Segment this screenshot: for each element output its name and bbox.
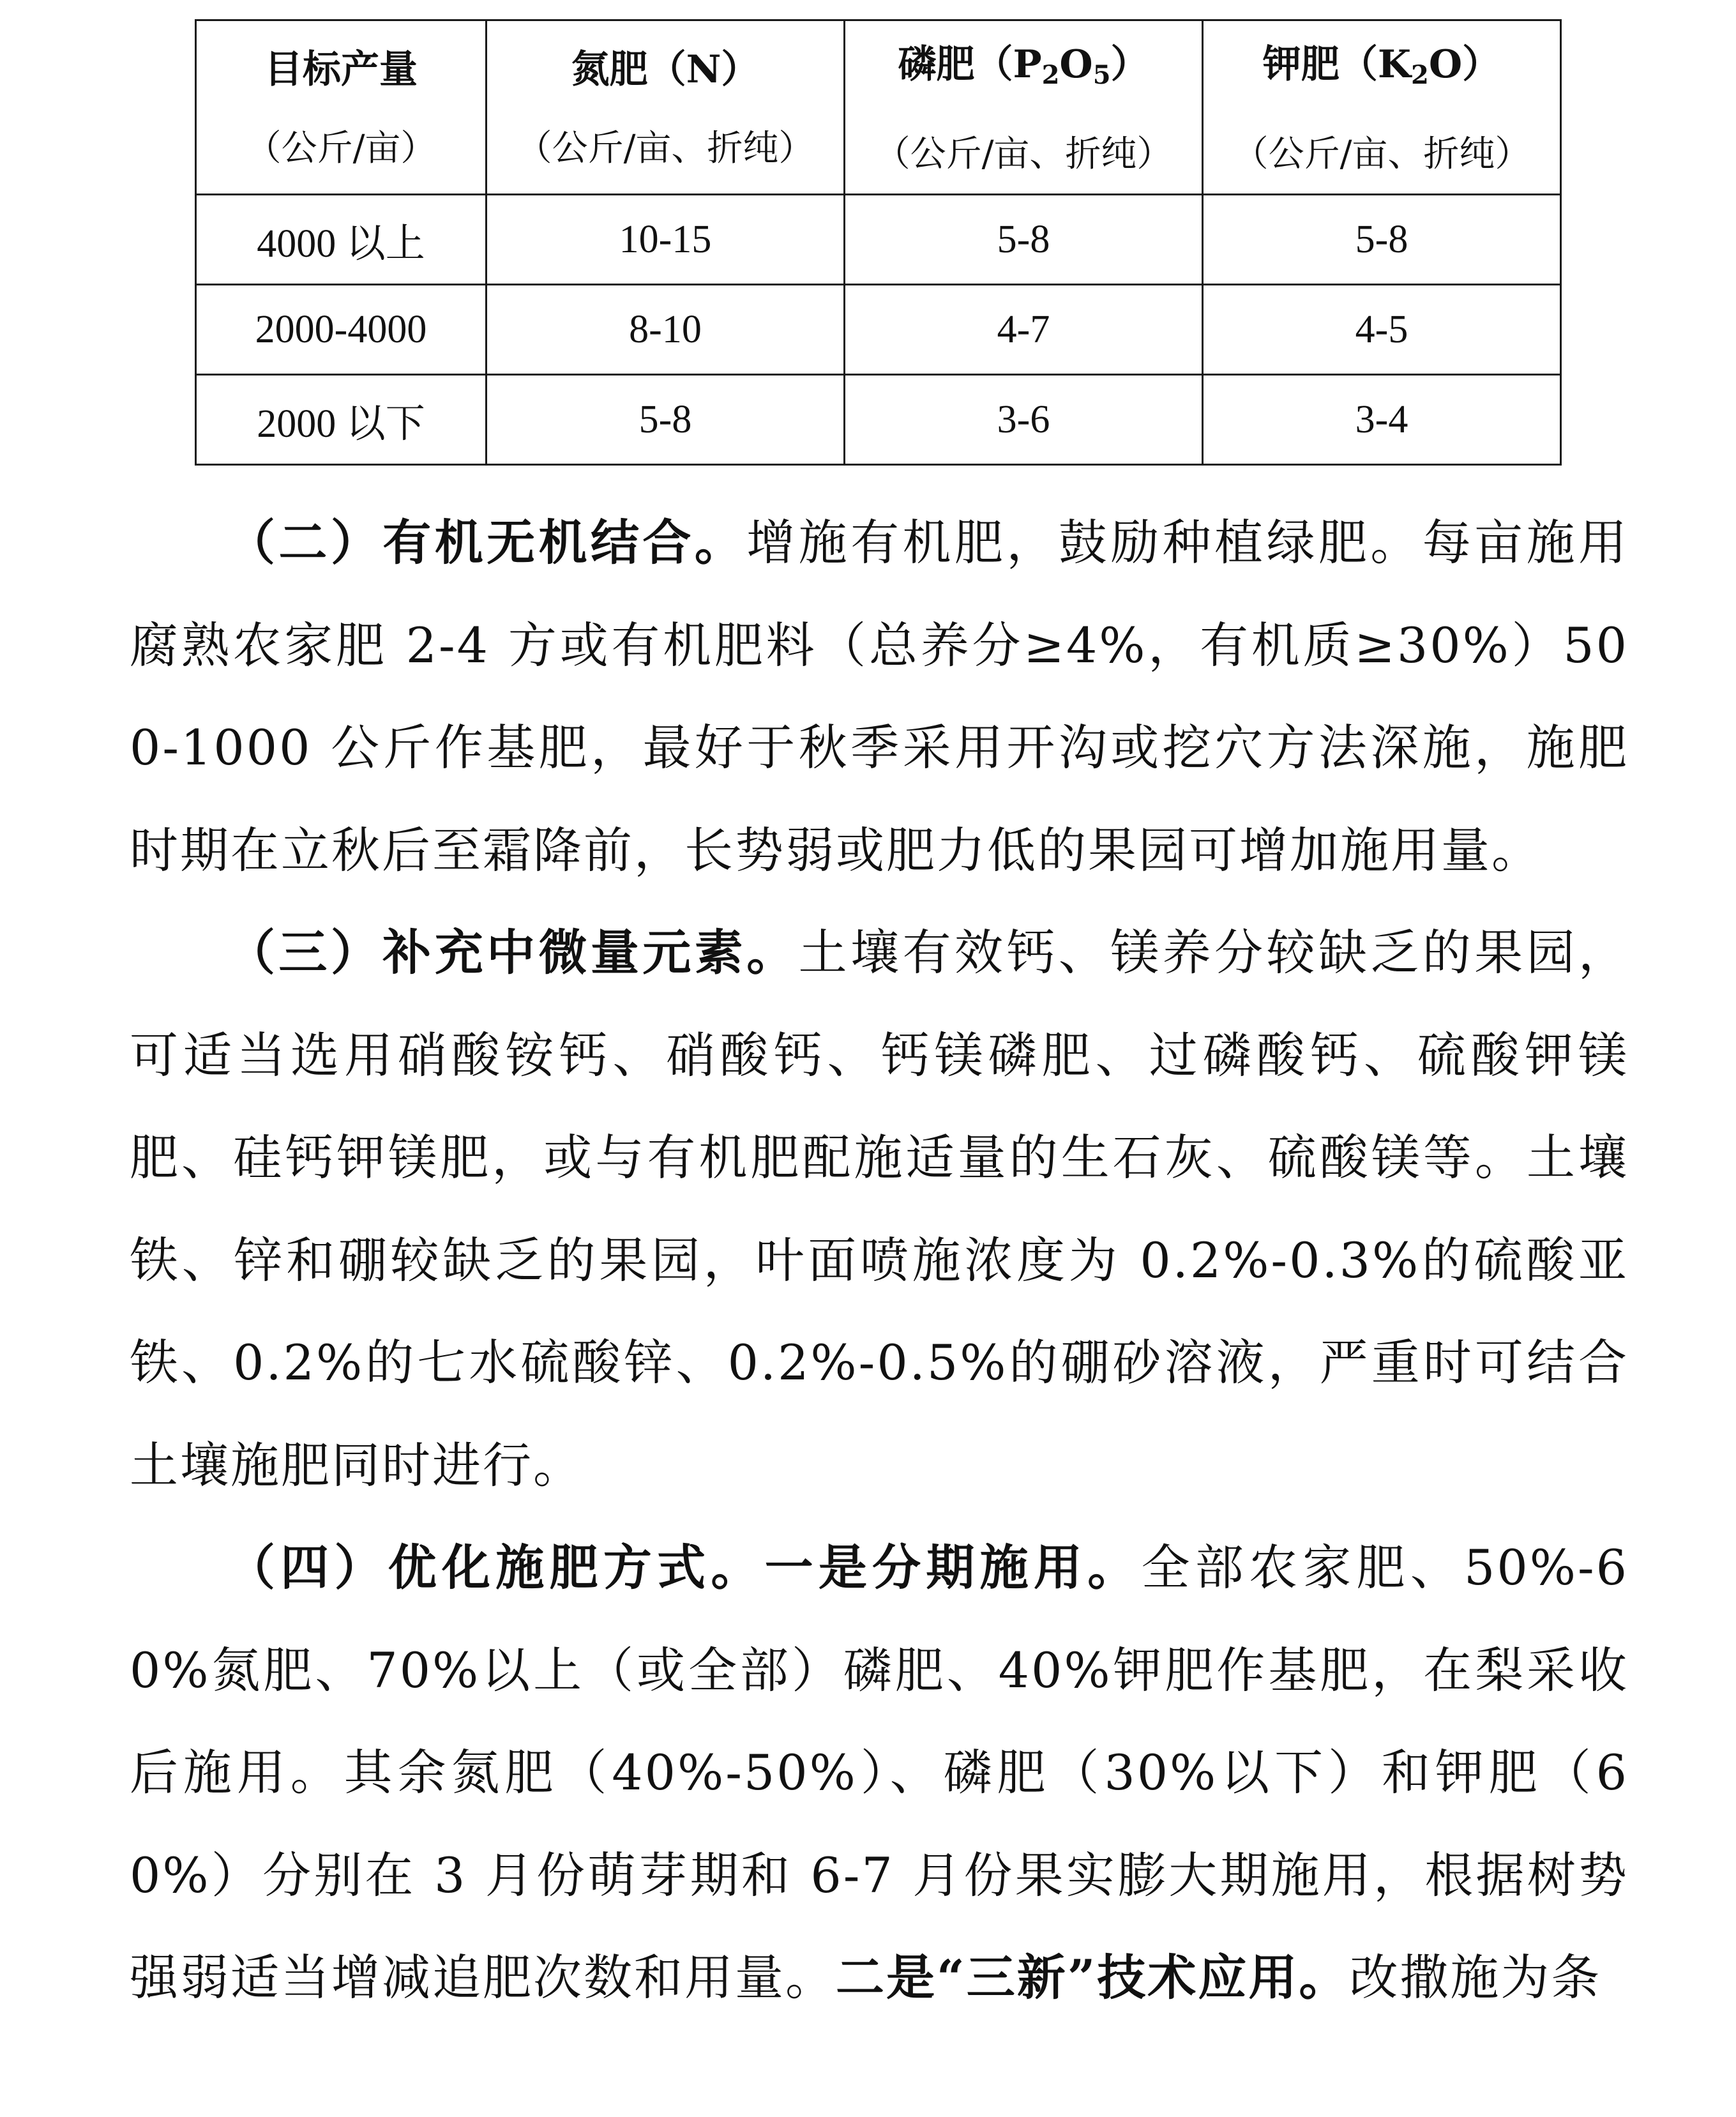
header-potassium	[1203, 20, 1561, 195]
header-title: 磷肥$(P_2O_5)$	[898, 42, 1149, 90]
table-cell: 5-8	[1203, 195, 1561, 285]
bold-phrase: 一是分期施用。	[764, 1539, 1142, 1596]
header-title: 目标产量	[264, 47, 418, 92]
table-cell: 5-8	[845, 195, 1203, 285]
table-cell: 5-8	[487, 375, 845, 465]
header-title: 钾肥$(K_2O)$	[1262, 42, 1501, 90]
table-cell: 4-7	[845, 285, 1203, 375]
table-header-row	[196, 20, 1561, 195]
paragraph-organic-inorganic	[130, 492, 1629, 902]
header-phosphorus	[845, 20, 1203, 195]
table-cell: 10-15	[487, 195, 845, 285]
section-heading: （四）优化施肥方式。	[227, 1539, 765, 1596]
table-cell: 4000 以上	[196, 195, 487, 285]
header-unit: （公斤/亩、折纯）	[874, 133, 1173, 175]
paragraph-fertilization-method	[130, 1517, 1629, 2030]
table-cell: 8-10	[487, 285, 845, 375]
header-nitrogen	[487, 20, 845, 195]
paragraph-text: 改撒施为条	[1349, 1949, 1602, 2006]
table-cell: 2000 以下	[196, 375, 487, 465]
table-cell: 2000-4000	[196, 285, 487, 375]
header-title: 氮肥（N）	[571, 47, 760, 92]
table-row	[196, 375, 1561, 465]
paragraph-text: 全部农家肥、50%-60%氮肥、70%以上（或全部）磷肥、40%钾肥作基肥，在梨采收后施用。其余氮肥（40%-50%）、磷肥（30%以下）和钾肥（60%）分别在 3 月份萌芽期和 6-7 月份果实膨大期施用，根据树势强弱适当增减追肥次数和用量。	[130, 1539, 1629, 2006]
paragraph-text: 增施有机肥，鼓励种植绿肥。每亩施用腐熟农家肥 2-4 方或有机肥料（总养分≥4%，有机质≥30%）500-1000 公斤作基肥，最好于秋季采用开沟或挖穴方法深施，施肥时期在立秋后至霜降前，长势弱或肥力低的果园可增加施用量。	[130, 514, 1629, 879]
table-cell: 4-5	[1203, 285, 1561, 375]
body-text	[130, 492, 1629, 2030]
table-cell: 3-4	[1203, 375, 1561, 465]
header-unit: （公斤/亩、折纯）	[1232, 133, 1531, 175]
paragraph-micronutrients	[130, 902, 1629, 1517]
table-row	[196, 195, 1561, 285]
fertilizer-table	[195, 19, 1562, 466]
table-row	[196, 285, 1561, 375]
header-target-yield	[196, 20, 487, 195]
header-unit: （公斤/亩）	[245, 128, 437, 169]
bold-phrase: 二是“三新”技术应用。	[836, 1949, 1350, 2006]
header-unit: （公斤/亩、折纯）	[516, 128, 815, 169]
table-cell: 3-6	[845, 375, 1203, 465]
section-heading: （二）有机无机结合。	[227, 514, 747, 571]
section-heading: （三）补充中微量元素。	[227, 924, 799, 981]
paragraph-text: 土壤有效钙、镁养分较缺乏的果园，可适当选用硝酸铵钙、硝酸钙、钙镁磷肥、过磷酸钙、硫酸钾镁肥、硅钙钾镁肥，或与有机肥配施适量的生石灰、硫酸镁等。土壤铁、锌和硼较缺乏的果园，叶面喷施浓度为 0.2%-0.3%的硫酸亚铁、0.2%的七水硫酸锌、0.2%-0.5%的硼砂溶液，严重时可结合土壤施肥同时进行。	[130, 924, 1629, 1494]
